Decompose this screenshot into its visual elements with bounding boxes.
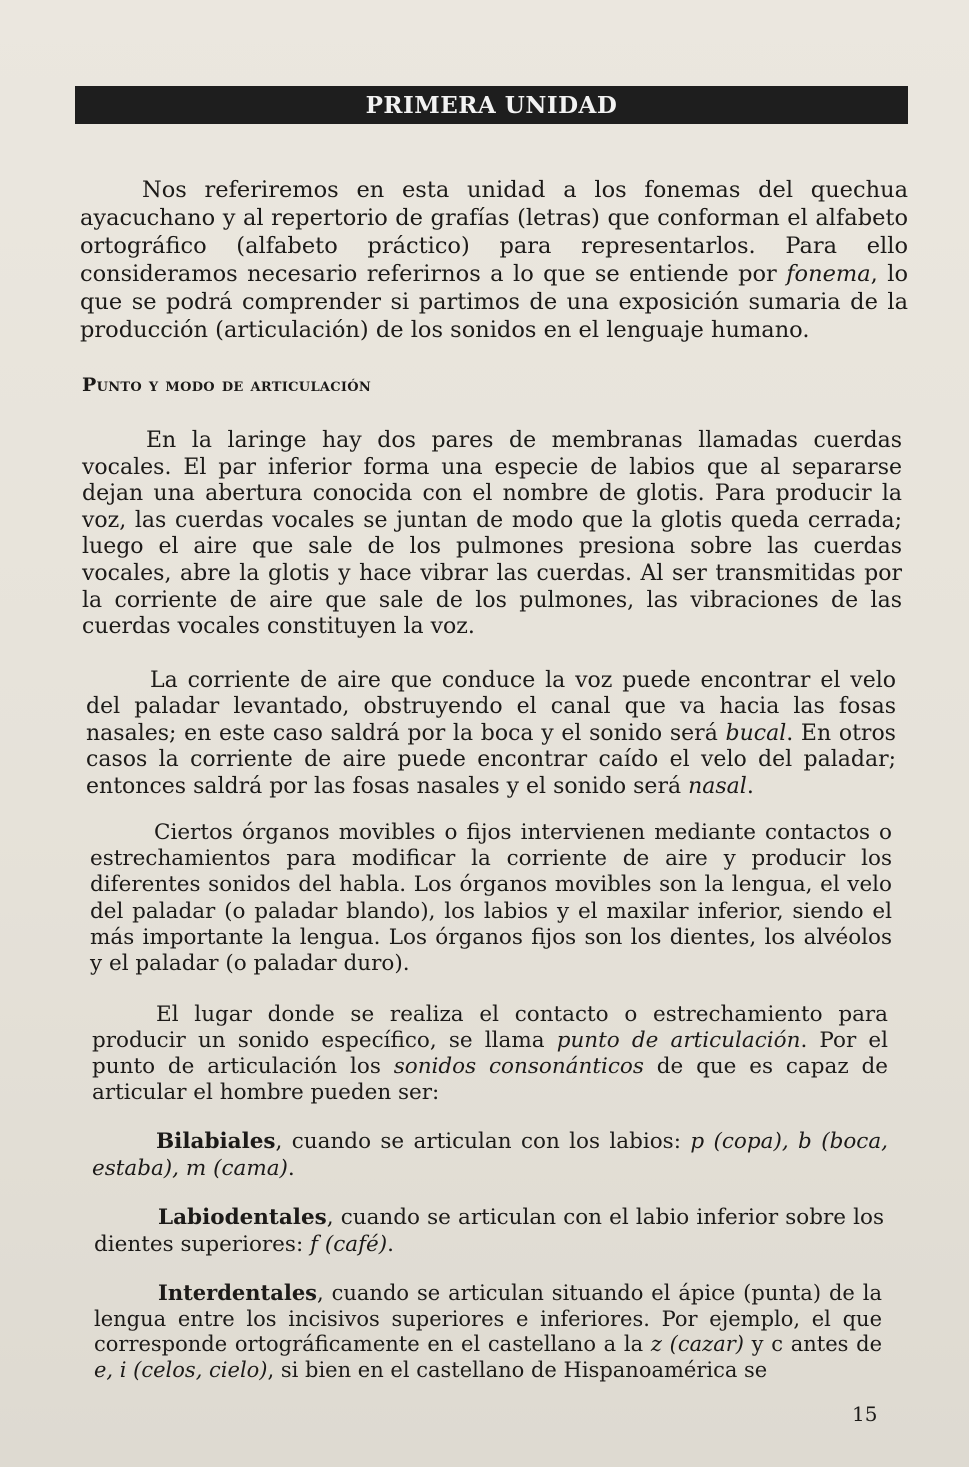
term-labiodentales: Labiodentales (158, 1205, 327, 1230)
p2-bucal: bucal (725, 720, 787, 746)
unit-title: PRIMERA UNIDAD (365, 91, 618, 119)
p4-a: El lugar donde se realiza el contacto o estrechamiento para producir un sonido específico, se llama (92, 1002, 888, 1053)
p2-a: La corriente de aire que conduce la voz puede encontrar el velo del paladar levantado, obstruyendo el canal que va hacia las fosas nasales; en este caso saldrá por la boca y el sonido será (86, 668, 896, 746)
paragraph-organs: Ciertos órganos movibles o fijos intervienen mediante contactos o estrechamientos para modificar la corriente de aire y producir los diferentes sonidos del habla. Los órganos movibles son la lengua, el velo del paladar (o paladar blando), los labios y el maxilar inferior, siendo el más importante la lengua. Los órganos fijos son los dientes, los alvéolos y el paladar (o paladar duro). (90, 820, 892, 977)
labiodentales-examples: f (café) (310, 1232, 388, 1257)
paragraph-larynx: En la laringe hay dos pares de membranas llamadas cuerdas vocales. El par inferior forma una especie de labios que al separarse dejan una abertura conocida con el nombre de glotis. Para producir la voz, las cuerdas vocales se juntan de modo que la glotis queda cerrada; luego el aire que sale de los pulmones presiona sobre las cuerdas vocales, abre la glotis y hace vibrar las cuerdas. Al ser transmitidas por la corriente de aire que sale de los pulmones, las vibraciones de las cuerdas vocales constituyen la voz. (82, 428, 902, 640)
p4-e: de que es capaz de articular el hombre pueden ser: (92, 1054, 888, 1105)
page-number: 15 (852, 1402, 878, 1426)
intro-emph: fonema (786, 261, 871, 287)
section-title: Punto y modo de articulación (82, 374, 372, 396)
paragraph-interdentales (94, 1280, 882, 1383)
labiodentales-c: . (387, 1232, 394, 1257)
interdentales-z: z (cazar) (650, 1332, 744, 1356)
labiodentales-a: , cuando se articulan con el labio inferior sobre los dientes superiores: (94, 1205, 884, 1257)
bilabiales-examples: p (copa), b (boca, estaba), m (cama) (92, 1129, 888, 1181)
p2-e: . (746, 773, 754, 799)
term-interdentales: Interdentales (158, 1280, 317, 1305)
p2-nasal: nasal (688, 773, 747, 799)
interdentales-e: , si bien en el castellano de Hispanoamérica se (267, 1357, 768, 1382)
interdentales-a: , cuando se articulan situando el ápice (punta) de la lengua entre los incisivos superiores e inferiores. Por ejemplo, el que corresponde ortográficamente en el castellano a la (94, 1281, 882, 1356)
interdentales-ei: e, i (celos, cielo) (94, 1357, 268, 1382)
paragraph-bilabiales (92, 1128, 888, 1182)
term-bilabiales: Bilabiales (156, 1129, 276, 1154)
intro-text: Nos referiremos en esta unidad a los fonemas del quechua ayacuchano y al repertorio de grafías (letras) que conforman el alfabeto ortográfico (alfabeto práctico) para representarlos. Para ello consideramos necesario referirnos a lo que se entiende por (80, 177, 908, 287)
interdentales-c: y c antes de (743, 1332, 882, 1356)
p2-c: . En otros casos la corriente de aire puede encontrar caído el velo del paladar; entonces saldrá por las fosas nasales y el sonido será (86, 720, 896, 799)
p4-term: punto de articulación (556, 1028, 801, 1053)
p4-c: . Por el punto de articulación los (92, 1028, 888, 1079)
bilabiales-c: . (287, 1156, 295, 1181)
intro-tail: , lo que se podrá comprender si partimos de una exposición sumaria de la producción (articulación) de los sonidos en el lenguaje humano. (80, 261, 908, 343)
unit-header-bar (75, 86, 908, 124)
paragraph-labiodentales (94, 1204, 884, 1258)
paragraph-air-flow (86, 668, 896, 800)
intro-paragraph (80, 176, 908, 344)
bilabiales-a: , cuando se articulan con los labios: (275, 1129, 691, 1154)
paragraph-point-of-articulation (92, 1002, 888, 1106)
p4-sonidos: sonidos consonánticos (393, 1054, 644, 1079)
